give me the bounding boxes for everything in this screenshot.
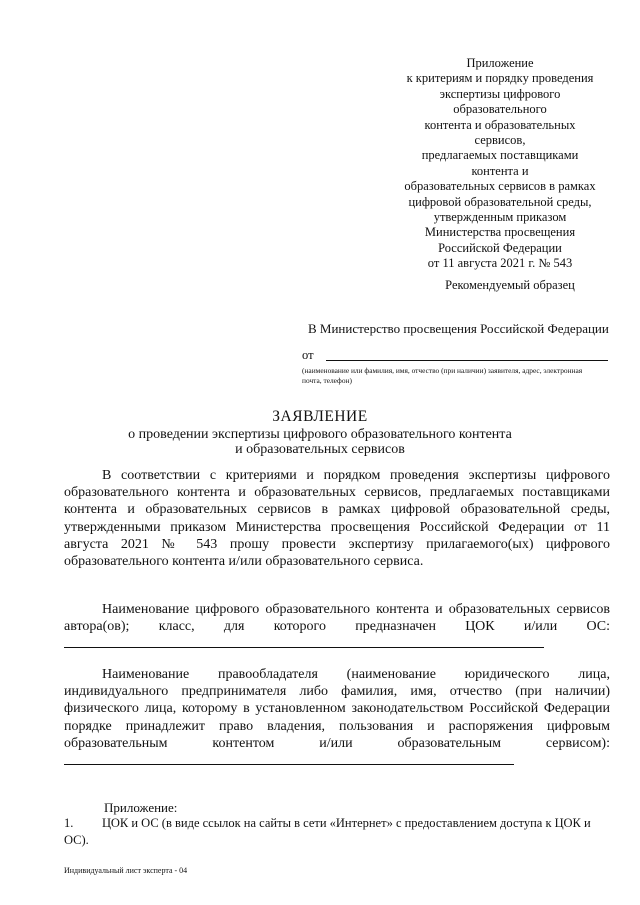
appendix-line: образовательного — [453, 102, 547, 117]
appendix-line: сервисов, — [474, 133, 526, 148]
content-name-paragraph — [64, 601, 610, 654]
footer-label: Индивидуальный лист эксперта - 04 — [64, 866, 188, 875]
attachment-item-number: 1. — [64, 816, 74, 830]
document-title: ЗАЯВЛЕНИЕ — [272, 408, 368, 425]
appendix-line: к критериям и порядку проведения — [406, 71, 594, 86]
appendix-line: утвержденным приказом — [433, 210, 567, 225]
appendix-line: Министерства просвещения — [424, 225, 576, 240]
applicant-field — [302, 348, 608, 364]
rightsholder-text: Наименование правообладателя (наименование юридического лица, индивидуального предпринимателя либо фамилия, имя, отчество (при наличии) физического лица, которому в установленном законодательством Российской Федерации порядке принадлежит право владения, пользования и распоряжения цифровым образовательным контентом и/или образовательным сервисом): — [64, 667, 610, 751]
rightsholder-blank-line — [64, 752, 514, 765]
sample-label: Рекомендуемый образец — [445, 278, 575, 292]
request-paragraph: В соответствии с критериями и порядком проведения экспертизы цифрового образовательного контента и образовательных сервисов, предлагаемых поставщиками контента и образовательных сервисов в рамках цифровой образовательной среды, утвержденными приказом Министерства просвещения Российской Федерации от 11 августа 2021 № 543 прошу провести экспертизу прилагаемого(ых) цифрового образовательного контента и/или образовательного сервиса. — [64, 468, 610, 570]
appendix-line: образовательных сервисов в рамках — [404, 179, 596, 194]
attachment-item — [64, 815, 610, 849]
appendix-line: Приложение — [466, 56, 534, 70]
content-name-text: Наименование цифрового образовательного контента и образовательных сервисов автора(ов); класс, для которого предназначен ЦОК и/или ОС: — [64, 602, 610, 635]
appendix-line: контента и — [471, 163, 529, 178]
from-label: от — [302, 348, 314, 362]
document-subtitle-line-1: о проведении экспертизы цифрового образовательного контента — [128, 427, 512, 442]
document-subtitle-line-2: и образовательных сервисов — [235, 442, 405, 457]
appendix-line: предлагаемых поставщиками — [421, 148, 579, 163]
content-name-blank-line — [64, 635, 544, 648]
rightsholder-paragraph — [64, 666, 610, 770]
appendix-line: контента и образовательных — [424, 117, 576, 132]
appendix-header — [380, 56, 620, 272]
applicant-hint: (наименование или фамилия, имя, отчество (при наличии) заявителя, адрес, электронная почта, телефон) — [302, 366, 583, 385]
appendix-line: от 11 августа 2021 г. № 543 — [427, 256, 573, 271]
addressee-line: В Министерство просвещения Российской Федерации — [308, 321, 609, 336]
attachment-title: Приложение: — [104, 800, 178, 815]
appendix-line: Российской Федерации — [438, 240, 562, 255]
applicant-blank-line — [326, 360, 608, 361]
appendix-line: цифровой образовательной среды, — [408, 194, 592, 209]
attachment-item-text: ЦОК и ОС (в виде ссылок на сайты в сети «Интернет» с предоставлением доступа к ЦОК и ОС). — [64, 816, 591, 847]
appendix-line: экспертизы цифрового — [439, 86, 561, 101]
